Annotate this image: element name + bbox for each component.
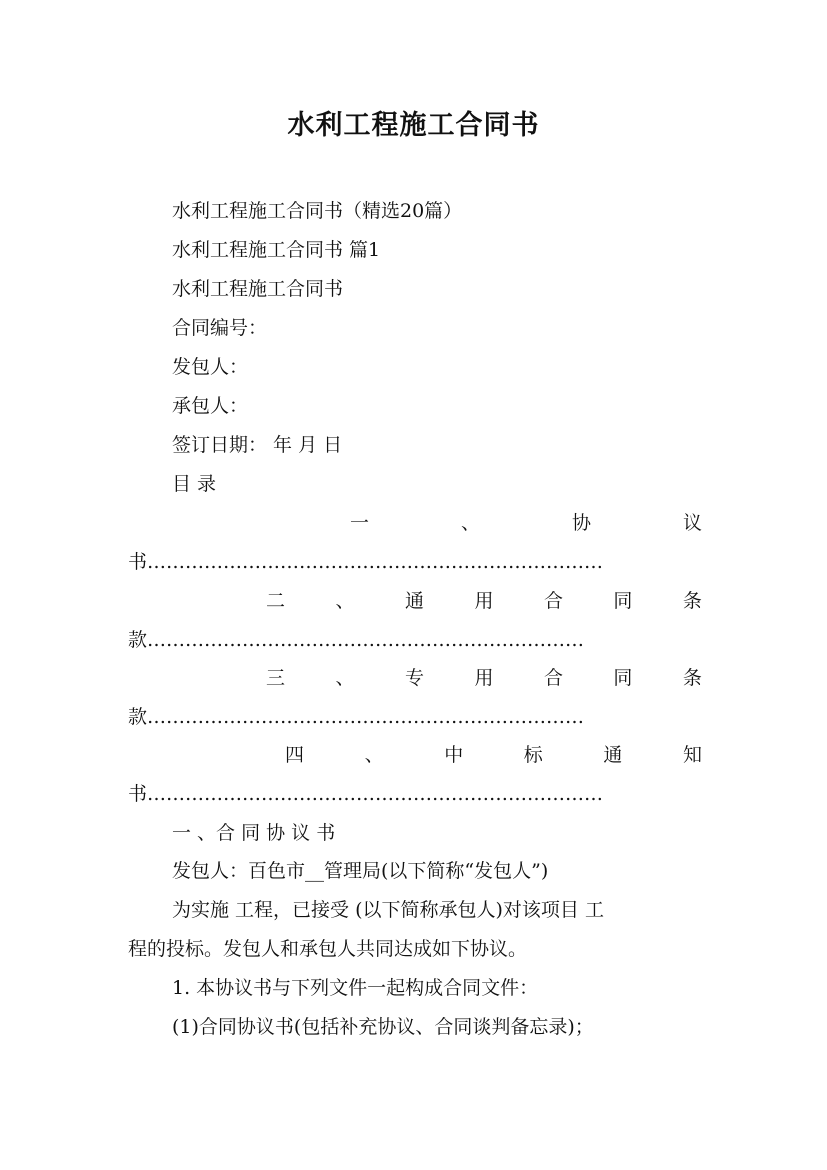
chapter-line: 水利工程施工合同书 篇1 xyxy=(172,239,381,261)
toc-char: 二 xyxy=(266,590,286,612)
toc-char: 同 xyxy=(613,667,633,689)
toc-item-4-title xyxy=(285,743,702,767)
sign-date-field: 签订日期： 年 月 日 xyxy=(172,434,343,456)
toc-item-2-title xyxy=(266,589,702,613)
toc-char: 专 xyxy=(404,667,424,689)
contract-number-field: 合同编号： xyxy=(172,317,268,339)
contract-name-line: 水利工程施工合同书 xyxy=(172,278,344,300)
paragraph-line-1: 为实施 工程，已接受 (以下简称承包人)对该项目 工 xyxy=(172,899,604,921)
toc-char: 条 xyxy=(682,590,702,612)
toc-item-4-leader: 书……………………………………………………………… xyxy=(128,783,604,805)
toc-char: 中 xyxy=(444,744,464,766)
toc-char: 协 xyxy=(571,512,591,534)
toc-item-3-title xyxy=(266,666,702,690)
contractor-field: 承包人： xyxy=(172,395,249,417)
list-item-1: 1. 本协议书与下列文件一起构成合同文件： xyxy=(172,977,539,999)
list-subitem-1: (1)合同协议书(包括补充协议、合同谈判备忘录)； xyxy=(172,1016,594,1038)
toc-item-1-title xyxy=(350,511,702,535)
toc-char: 知 xyxy=(682,744,702,766)
toc-char: 三 xyxy=(266,667,286,689)
employer-suffix: 管理局(以下简称“发包人”) xyxy=(324,860,549,882)
toc-char: 合 xyxy=(543,667,563,689)
toc-char: 一 xyxy=(350,512,370,534)
toc-heading: 目 录 xyxy=(172,473,217,495)
toc-char: 标 xyxy=(523,744,543,766)
toc-char: 、 xyxy=(335,667,355,689)
paragraph-line-2: 程的投标。发包人和承包人共同达成如下协议。 xyxy=(128,938,528,960)
toc-item-3-leader: 款…………………………………………………………… xyxy=(128,706,585,728)
section-heading: 一 、合 同 协 议 书 xyxy=(172,822,336,844)
toc-char: 用 xyxy=(474,667,494,689)
employer-statement xyxy=(172,859,548,883)
toc-char: 同 xyxy=(613,590,633,612)
toc-char: 、 xyxy=(335,590,355,612)
toc-char: 条 xyxy=(682,667,702,689)
toc-char: 、 xyxy=(460,512,480,534)
toc-item-1-leader: 书……………………………………………………………… xyxy=(128,551,604,573)
toc-item-2-leader: 款…………………………………………………………… xyxy=(128,629,585,651)
toc-char: 合 xyxy=(543,590,563,612)
employer-field: 发包人： xyxy=(172,356,249,378)
toc-char: 、 xyxy=(364,744,384,766)
employer-blank: __ xyxy=(305,860,325,882)
document-title: 水利工程施工合同书 xyxy=(287,110,540,141)
employer-prefix: 发包人：百色市 xyxy=(172,860,306,882)
toc-char: 用 xyxy=(474,590,494,612)
toc-char: 通 xyxy=(404,590,424,612)
toc-char: 四 xyxy=(285,744,305,766)
subtitle-line: 水利工程施工合同书（精选20篇） xyxy=(172,200,463,222)
toc-char: 通 xyxy=(603,744,623,766)
toc-char: 议 xyxy=(682,512,702,534)
